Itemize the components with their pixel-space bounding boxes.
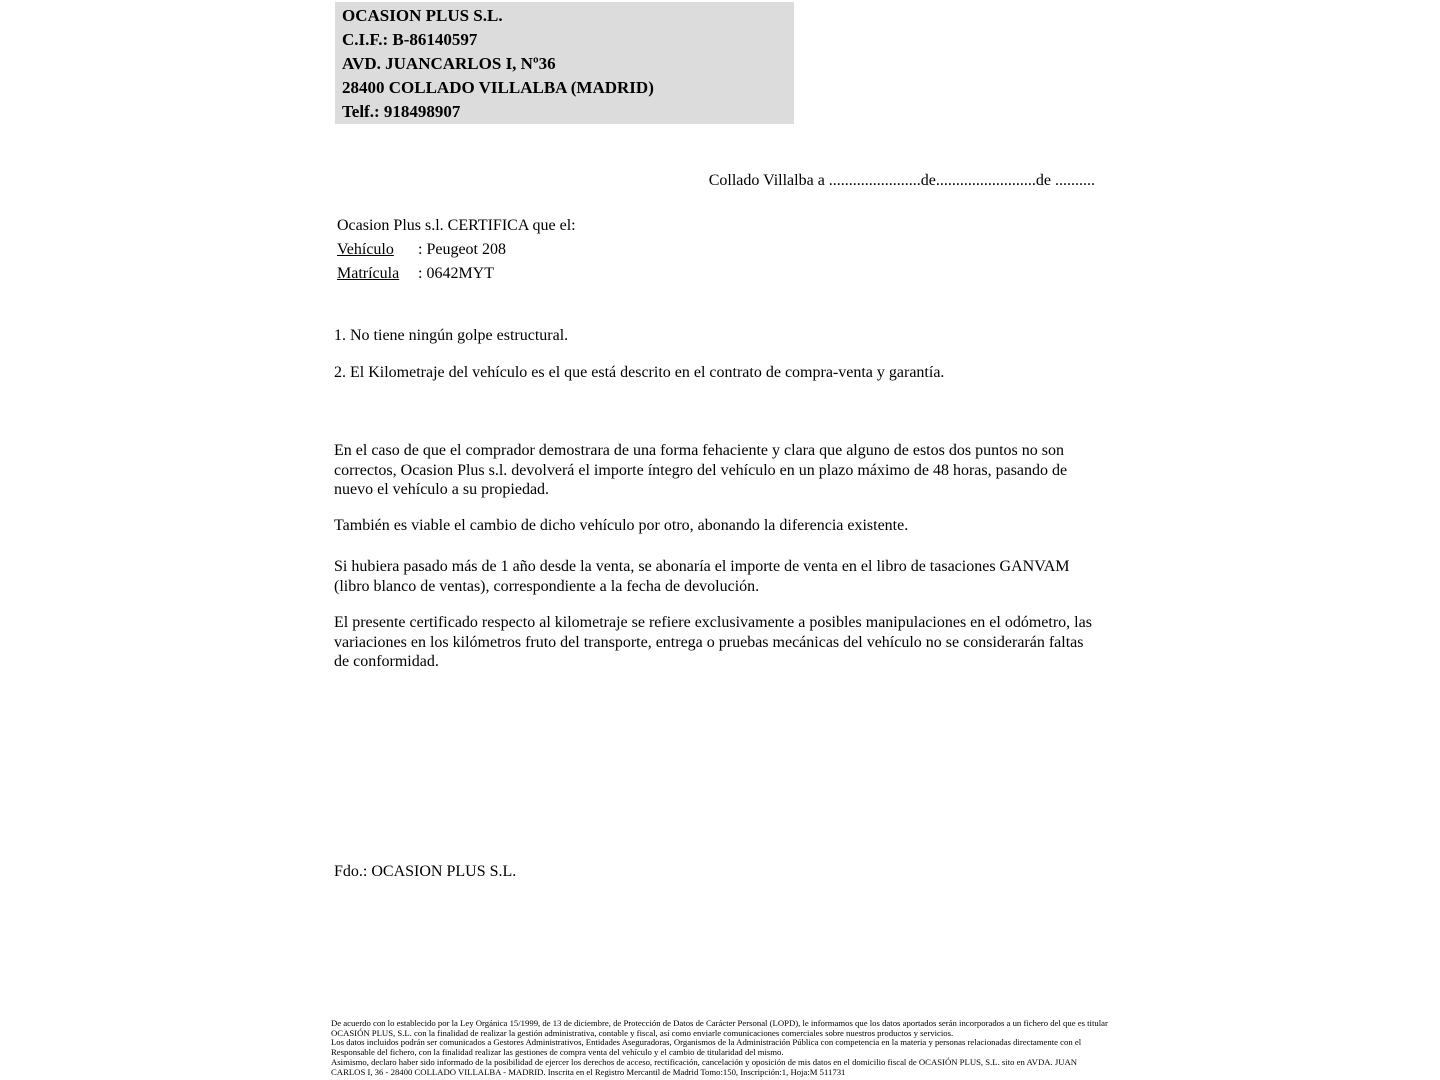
plate-label-cell [337, 262, 418, 286]
legal-line: De acuerdo con lo establecido por la Ley Orgánica 15/1999, de 13 de diciembre, de Protección de Datos de Carácter Personal (LOPD), le informamos que los datos aportados serán incorporados a un fichero del que es titular [331, 1018, 1108, 1028]
company-address: AVD. JUANCARLOS I, Nº36 [342, 54, 556, 73]
company-letterhead [335, 2, 794, 124]
date-fill-in-line: Collado Villalba a .......................de.........................de .......... [708, 172, 1095, 189]
company-cif: C.I.F.: B-86140597 [342, 30, 478, 49]
legal-line: Los datos incluidos podrán ser comunicados a Gestores Administrativos, Entidades Aseguradoras, Organismos de la Administración Pública con competencia en la materia y personas relacionadas directamente con el [331, 1037, 1082, 1048]
plate-value: : 0642MYT [418, 265, 494, 282]
legal-line: CARLOS I, 36 - 28400 COLLADO VILLALBA - MADRID. Inscrita en el Registro Mercantil de Madrid Tomo:150, Inscripción:1, Hoja:M 511731 [331, 1066, 846, 1077]
paragraph-exchange-option: También es viable el cambio de dicho vehículo por otro, abonando la diferencia existente. [334, 517, 909, 534]
legal-line: OCASIÓN PLUS, S.L. con la finalidad de realizar la gestión administrativa, contable y fiscal, así como enviarle comunicaciones comerciales sobre nuestros productos y servicios. [331, 1027, 954, 1038]
certification-intro: Ocasion Plus s.l. CERTIFICA que el: [337, 217, 576, 234]
certification-block [337, 214, 576, 286]
paragraph-odometer-disclaimer: El presente certificado respecto al kilometraje se refiere exclusivamente a posibles manipulaciones en el odómetro, las variaciones en los kilómetros fruto del transporte, entrega o pruebas mecánicas del vehículo no se considerarán faltas de conformidad. [334, 614, 1092, 671]
company-name: OCASION PLUS S.L. [342, 6, 503, 25]
company-phone: Telf.: 918498907 [342, 102, 461, 121]
legal-line: Responsable del fichero, con la finalidad realizar las gestiones de compra venta del vehículo y el cambio de titularidad del mismo. [331, 1047, 784, 1058]
signature-line: Fdo.: OCASION PLUS S.L. [334, 863, 517, 880]
plate-row [337, 262, 576, 286]
paragraph-ganvam-valuation: Si hubiera pasado más de 1 año desde la venta, se abonaría el importe de venta en el libro de tasaciones GANVAM (libro blanco de ventas), correspondiente a la fecha de devolución. [334, 558, 1070, 595]
vehicle-label-cell [337, 238, 418, 262]
plate-label: Matrícula [337, 265, 400, 282]
certified-point-2: 2. El Kilometraje del vehículo es el que está descrito en el contrato de compra-venta y garantía. [334, 364, 945, 381]
vehicle-label: Vehículo [337, 241, 394, 258]
legal-line: Asimismo, declaro haber sido informado de la posibilidad de ejercer los derechos de acceso, rectificación, cancelación y oposición de mis datos en el domicilio fiscal de OCASIÓN PLUS, S.L. sito en AVDA. JUAN [331, 1056, 1078, 1067]
legal-fine-print [331, 1019, 1121, 1077]
vehicle-row [337, 238, 576, 262]
paragraph-refund-policy: En el caso de que el comprador demostrara de una forma fehaciente y clara que alguno de estos dos puntos no son correctos, Ocasion Plus s.l. devolverá el importe íntegro del vehículo en un plazo máximo de 48 horas, pasando de nuevo el vehículo a su propiedad. [334, 442, 1068, 499]
vehicle-value: : Peugeot 208 [418, 241, 506, 258]
certified-point-1: 1. No tiene ningún golpe estructural. [334, 327, 569, 344]
company-city: 28400 COLLADO VILLALBA (MADRID) [342, 78, 654, 97]
